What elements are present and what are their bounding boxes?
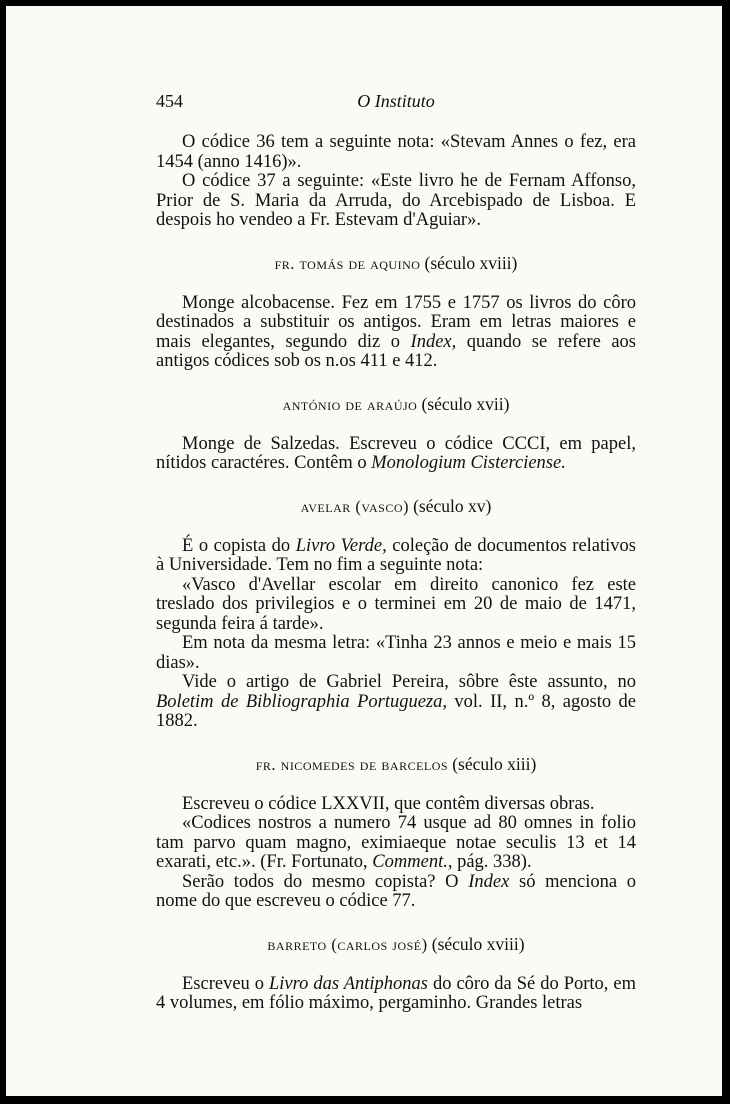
italic-text: Index [468, 871, 510, 892]
paragraph [156, 873, 636, 912]
heading-century: (século xiii) [452, 753, 537, 774]
text-run: Escreveu o códice LXXVII, que contêm diversas obras. [182, 793, 595, 814]
text-run: Vide o artigo de Gabriel Pereira, sôbre êste assunto, no [182, 672, 636, 692]
text-run: O códice 36 tem a seguinte nota: «Stevam Annes o fez, era 1454 (anno 1416)». [156, 132, 636, 172]
section-heading [156, 934, 636, 955]
paragraph [156, 133, 636, 172]
text-run: «Codices nostros a numero 74 usque ad 80 omnes in folio tam parvo quam magno, eximiaeque notae seculis 13 et 14 exarati, etc.». (Fr. Fortunato, [156, 813, 636, 872]
heading-name: avelar (vasco) [300, 496, 409, 516]
section-heading [156, 253, 636, 274]
page-number: 454 [156, 91, 183, 111]
running-title: O Instituto [357, 91, 435, 111]
section-heading [156, 394, 636, 415]
text-run: Em nota da mesma letra: «Tinha 23 annos e meio e mais 15 dias». [156, 633, 636, 673]
italic-text: Index, [410, 331, 457, 352]
book-page [6, 6, 722, 1096]
heading-name: fr. nicomedes de barcelos [255, 754, 449, 774]
italic-text: Livro Verde, [295, 535, 387, 556]
paragraph [156, 576, 636, 635]
text-block [156, 91, 636, 1014]
text-run: O códice 37 a seguinte: «Este livro he de Fernam Affonso, Prior de S. Maria da Arruda, do Arcebispado de Lisboa. E despois ho vendeo a Fr. Estevam d'Aguiar». [156, 171, 636, 230]
paragraph [156, 795, 636, 815]
text-run: pág. 338). [452, 852, 532, 872]
heading-name: antónio de araújo [282, 394, 418, 414]
text-run: É o copista do [182, 535, 296, 556]
heading-name: fr. tomás de aquino [274, 253, 421, 273]
paragraph [156, 634, 636, 673]
section-heading [156, 754, 636, 775]
heading-century: (século xviii) [431, 933, 525, 954]
paragraph [156, 435, 636, 474]
heading-century: (século xvii) [421, 393, 510, 414]
text-run: Monge de Salzedas. Escreveu o códice CCCI, em papel, nítidos caractéres. Contêm o [156, 433, 636, 473]
paragraph [156, 814, 636, 873]
paragraph [156, 294, 636, 372]
text-run: Monge alcobacense. Fez em 1755 e 1757 os livros do côro destinados a substituir os antigos. Eram em letras maiores e mais elegantes, segundo diz o [156, 292, 636, 352]
page-header [156, 91, 636, 119]
heading-century: (século xv) [413, 495, 492, 516]
italic-text: Monologium Cisterciense. [371, 453, 566, 473]
paragraph [156, 537, 636, 576]
section-heading [156, 496, 636, 517]
text-run: Serão todos do mesmo copista? O [182, 871, 469, 892]
page-content [156, 133, 636, 1014]
italic-text: Livro das Antiphonas [269, 973, 428, 994]
text-run: Escreveu o [182, 973, 269, 994]
paragraph [156, 975, 636, 1014]
text-run: coleção de documentos relativos à Universidade. Tem no fim a seguinte nota: [156, 535, 636, 575]
text-run: vol. II, n.º 8, agosto de 1882. [156, 691, 636, 731]
heading-name: barreto (carlos josé) [267, 934, 428, 954]
text-run: «Vasco d'Avellar escolar em direito canonico fez este treslado dos privilegios e o terminei em 20 de maio de 1471, segunda feira á tarde». [156, 574, 636, 634]
text-run: só menciona o nome do que escreveu o códice 77. [156, 871, 636, 911]
text-run: do côro da Sé do Porto, em 4 volumes, em fólio máximo, pergaminho. Grandes letras [156, 973, 636, 1013]
italic-text: Boletim de Bibliographia Portugueza, [156, 691, 447, 712]
italic-text: Comment., [372, 852, 453, 872]
heading-century: (século xviii) [424, 252, 518, 273]
text-run: quando se refere aos antigos códices sob os n.os 411 e 412. [156, 331, 636, 371]
paragraph [156, 172, 636, 231]
paragraph [156, 673, 636, 732]
